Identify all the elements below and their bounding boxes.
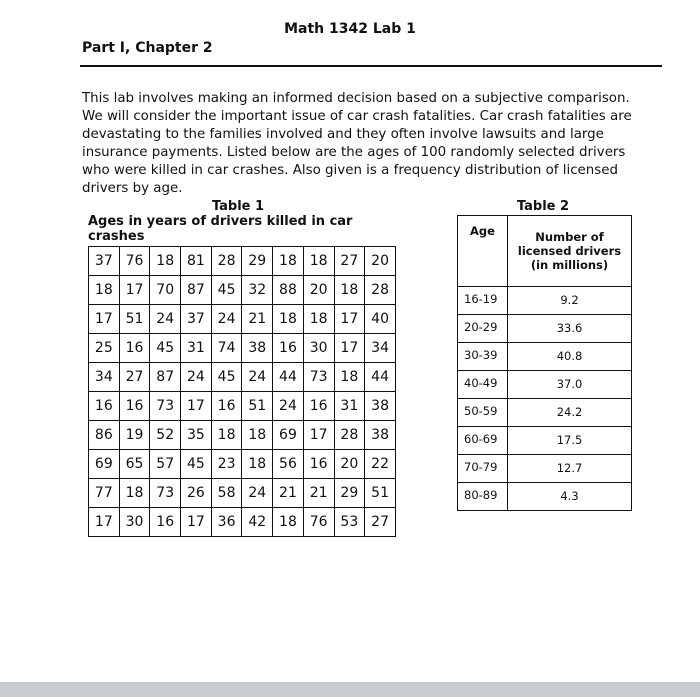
table2-row	[458, 371, 632, 399]
table1-cell: 29	[334, 479, 365, 508]
table1-cell: 18	[273, 305, 304, 334]
table1-cell: 16	[89, 392, 120, 421]
table1-cell: 16	[303, 450, 334, 479]
table1-row	[89, 305, 396, 334]
table1-cell: 23	[211, 450, 242, 479]
table1-cell: 74	[211, 334, 242, 363]
table1-cell: 37	[181, 305, 212, 334]
table1-cell: 24	[273, 392, 304, 421]
table2-col-age: Age	[458, 216, 508, 287]
table1-cell: 18	[303, 305, 334, 334]
table1-cell: 18	[273, 508, 304, 537]
table2-col-count: Number of licensed drivers (in millions)	[508, 216, 632, 287]
table1-cell: 44	[365, 363, 396, 392]
table1-cell: 27	[365, 508, 396, 537]
table1-cell: 31	[334, 392, 365, 421]
table1-cell: 24	[242, 479, 273, 508]
table1-cell: 34	[365, 334, 396, 363]
table1-row	[89, 363, 396, 392]
table1-cell: 17	[89, 305, 120, 334]
table2-licensed-drivers	[457, 215, 632, 511]
table2-drivers-cell: 9.2	[508, 287, 632, 315]
table2-drivers-cell: 17.5	[508, 427, 632, 455]
table1-cell: 17	[334, 334, 365, 363]
table1-cell: 45	[211, 363, 242, 392]
table2-row	[458, 343, 632, 371]
table2-row	[458, 483, 632, 511]
table1-cell: 16	[119, 334, 150, 363]
table2-drivers-cell: 40.8	[508, 343, 632, 371]
table2-row	[458, 287, 632, 315]
table1-row	[89, 334, 396, 363]
table2-age-cell: 20-29	[458, 315, 508, 343]
table1-cell: 21	[303, 479, 334, 508]
table1-cell: 69	[273, 421, 304, 450]
table1-cell: 17	[181, 392, 212, 421]
table1-cell: 52	[150, 421, 181, 450]
table1-cell: 18	[89, 276, 120, 305]
heading-rule	[80, 65, 662, 67]
table1-cell: 51	[119, 305, 150, 334]
table1-cell: 44	[273, 363, 304, 392]
table1-cell: 24	[150, 305, 181, 334]
table1-cell: 26	[181, 479, 212, 508]
table1-cell: 70	[150, 276, 181, 305]
table1-cell: 38	[365, 421, 396, 450]
table1-cell: 73	[303, 363, 334, 392]
table2-label: Table 2	[516, 199, 570, 214]
table2-age-cell: 16-19	[458, 287, 508, 315]
table1-cell: 32	[242, 276, 273, 305]
table1-cell: 76	[119, 247, 150, 276]
table1-cell: 45	[211, 276, 242, 305]
table2-drivers-cell: 12.7	[508, 455, 632, 483]
table1-cell: 16	[150, 508, 181, 537]
table1-cell: 17	[181, 508, 212, 537]
table1-cell: 36	[211, 508, 242, 537]
table1-cell: 24	[242, 363, 273, 392]
table1-cell: 34	[89, 363, 120, 392]
table1-cell: 18	[119, 479, 150, 508]
table1-cell: 24	[211, 305, 242, 334]
table1-cell: 16	[273, 334, 304, 363]
table1-cell: 16	[211, 392, 242, 421]
table2-drivers-cell: 33.6	[508, 315, 632, 343]
table1-row	[89, 247, 396, 276]
table1-cell: 30	[303, 334, 334, 363]
bottom-scroll-bar	[0, 682, 700, 697]
table1-cell: 17	[89, 508, 120, 537]
table1-cell: 38	[365, 392, 396, 421]
table1-cell: 20	[303, 276, 334, 305]
table1-cell: 81	[181, 247, 212, 276]
table1-cell: 24	[181, 363, 212, 392]
table1-cell: 53	[334, 508, 365, 537]
table1-row	[89, 392, 396, 421]
table1-cell: 76	[303, 508, 334, 537]
table2-header-row	[458, 216, 632, 287]
part-heading: Part I, Chapter 2	[82, 40, 213, 56]
table1-cell: 28	[211, 247, 242, 276]
table1-cell: 18	[242, 421, 273, 450]
table1-cell: 22	[365, 450, 396, 479]
table1-cell: 18	[242, 450, 273, 479]
table1-cell: 56	[273, 450, 304, 479]
table1-cell: 73	[150, 479, 181, 508]
table1-cell: 16	[303, 392, 334, 421]
table1-cell: 77	[89, 479, 120, 508]
table1-cell: 45	[181, 450, 212, 479]
table2-drivers-cell: 37.0	[508, 371, 632, 399]
table1-cell: 87	[150, 363, 181, 392]
table1-cell: 37	[89, 247, 120, 276]
table1-cell: 69	[89, 450, 120, 479]
table1-ages	[88, 246, 396, 537]
table1-cell: 30	[119, 508, 150, 537]
table1-cell: 27	[119, 363, 150, 392]
table1-cell: 86	[89, 421, 120, 450]
intro-paragraph: This lab involves making an informed decision based on a subjective comparison. We will consider the important issue of car crash fatalities. Car crash fatalities are devastating to the families involved and they often involve lawsuits and large insurance payments. Listed below are the ages of 100 randomly selected drivers who were killed in car crashes. Also given is a frequency distribution of licensed drivers by age.	[82, 91, 632, 197]
table2-row	[458, 399, 632, 427]
table2-age-cell: 30-39	[458, 343, 508, 371]
table2-age-cell: 80-89	[458, 483, 508, 511]
table1-cell: 18	[150, 247, 181, 276]
table1-row	[89, 450, 396, 479]
table1-cell: 65	[119, 450, 150, 479]
table1-cell: 51	[242, 392, 273, 421]
table1-cell: 58	[211, 479, 242, 508]
document-title: Math 1342 Lab 1	[284, 21, 416, 37]
table1-cell: 16	[119, 392, 150, 421]
table1-cell: 17	[119, 276, 150, 305]
table1-cell: 21	[273, 479, 304, 508]
table2-age-cell: 40-49	[458, 371, 508, 399]
table2-age-cell: 60-69	[458, 427, 508, 455]
table1-cell: 29	[242, 247, 273, 276]
table2-row	[458, 455, 632, 483]
table1-label: Table 1	[211, 199, 265, 214]
table2-age-cell: 70-79	[458, 455, 508, 483]
table1-cell: 28	[334, 421, 365, 450]
table2-row	[458, 427, 632, 455]
table1-cell: 18	[273, 247, 304, 276]
table1-cell: 73	[150, 392, 181, 421]
table1-cell: 18	[334, 363, 365, 392]
table1-cell: 38	[242, 334, 273, 363]
table1-cell: 18	[211, 421, 242, 450]
table1-cell: 31	[181, 334, 212, 363]
table1-cell: 35	[181, 421, 212, 450]
table1-cell: 18	[303, 247, 334, 276]
table1-cell: 25	[89, 334, 120, 363]
table1-row	[89, 421, 396, 450]
table1-cell: 17	[303, 421, 334, 450]
table1-row	[89, 508, 396, 537]
table2-drivers-cell: 24.2	[508, 399, 632, 427]
table1-cell: 28	[365, 276, 396, 305]
table1-cell: 27	[334, 247, 365, 276]
table1-cell: 17	[334, 305, 365, 334]
table1-cell: 40	[365, 305, 396, 334]
table2-drivers-cell: 4.3	[508, 483, 632, 511]
table1-cell: 20	[365, 247, 396, 276]
table1-cell: 88	[273, 276, 304, 305]
table1-cell: 45	[150, 334, 181, 363]
table1-description: Ages in years of drivers killed in car crashes	[88, 214, 353, 244]
table1-row	[89, 276, 396, 305]
table1-cell: 42	[242, 508, 273, 537]
table1-cell: 57	[150, 450, 181, 479]
table1-cell: 20	[334, 450, 365, 479]
table1-cell: 51	[365, 479, 396, 508]
table1-cell: 21	[242, 305, 273, 334]
table2-row	[458, 315, 632, 343]
table2-age-cell: 50-59	[458, 399, 508, 427]
table1-cell: 87	[181, 276, 212, 305]
table1-cell: 18	[334, 276, 365, 305]
table1-row	[89, 479, 396, 508]
table1-cell: 19	[119, 421, 150, 450]
table1-caption	[88, 199, 398, 244]
